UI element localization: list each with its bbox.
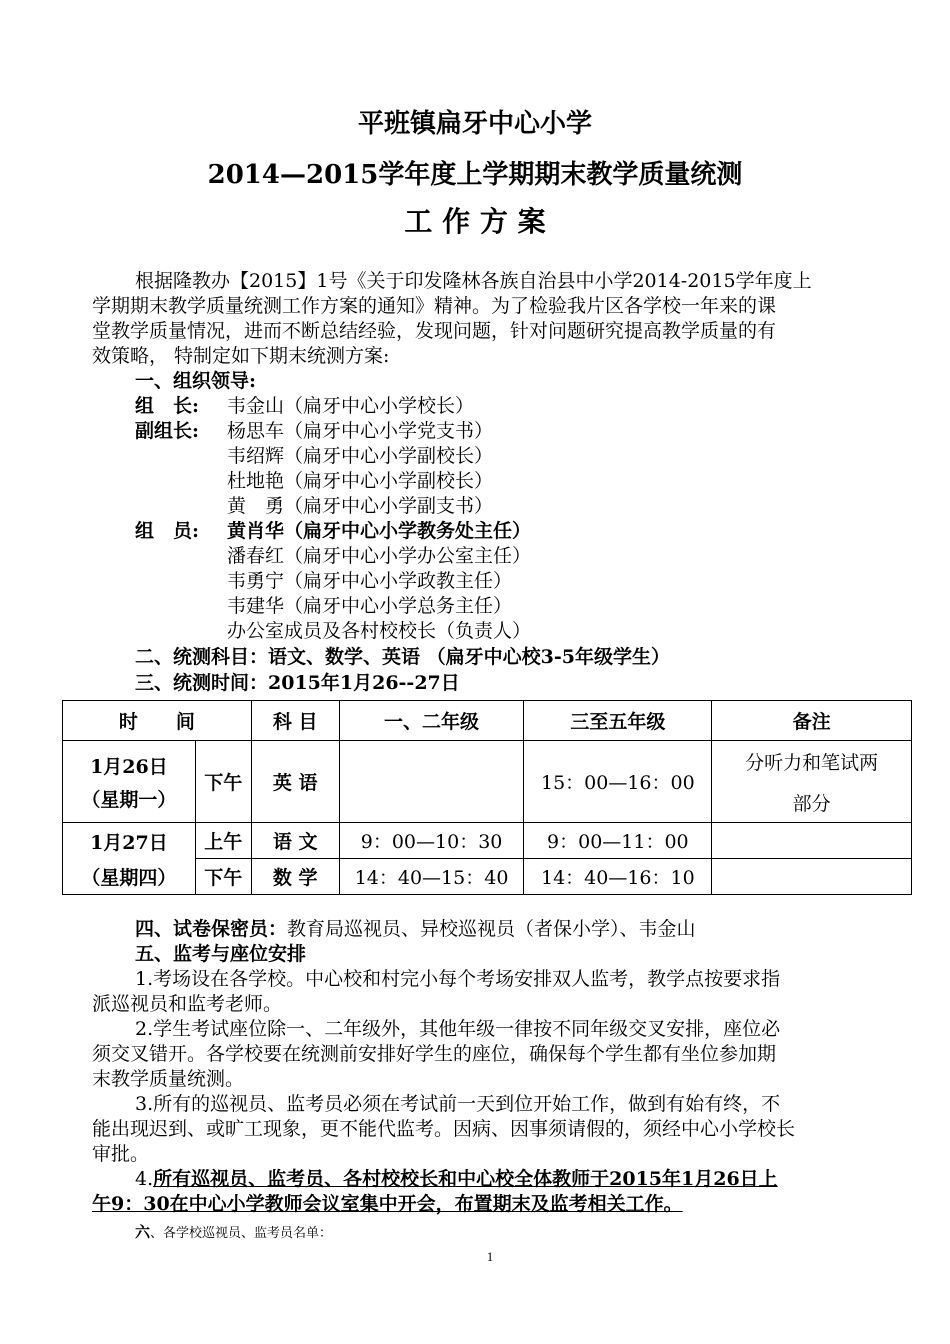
section5-line: 1.考场设在各学校。中心校和村完小每个考场安排双人监考，教学点按要求指 bbox=[135, 968, 781, 990]
title-plan: 工 作 方 案 bbox=[404, 205, 546, 238]
intro-line: 效策略， 特制定如下期末统测方案: bbox=[92, 345, 390, 367]
section6 bbox=[135, 1224, 332, 1240]
deputy-name: 韦绍辉（扁牙中心小学副校长） bbox=[227, 445, 494, 467]
grade35-cell: 9：00—11：00 bbox=[524, 823, 712, 859]
header-time: 时 间 bbox=[63, 701, 252, 741]
note-line: 部分 bbox=[792, 792, 831, 815]
section5-line: 审批。 bbox=[92, 1143, 150, 1165]
period-cell: 上午 bbox=[195, 823, 251, 859]
intro-line: 根据隆教办【2015】1号《关于印发隆林各族自治县中小学2014-2015学年度上 bbox=[135, 270, 812, 292]
section5-line: 3.所有的巡视员、监考员必须在考试前一天到位开始工作，做到有始有终，不 bbox=[135, 1093, 781, 1115]
section2-subjects: 二、统测科目：语文、数学、英语 （扁牙中心校3-5年级学生） bbox=[135, 646, 670, 668]
table-header-row bbox=[63, 701, 912, 741]
date: 1月27日 bbox=[90, 831, 168, 854]
subject-cell: 语 文 bbox=[251, 823, 339, 859]
page-number: 1 bbox=[486, 1249, 494, 1264]
member-label: 组 员: bbox=[135, 520, 200, 542]
member-name: 办公室成员及各村校校长（负责人） bbox=[227, 620, 532, 642]
section5-line: 派巡视员和监考老师。 bbox=[92, 993, 283, 1015]
note-line: 分听力和笔试两 bbox=[745, 751, 879, 774]
section3-time: 三、统测时间：2015年1月26--27日 bbox=[135, 672, 460, 694]
note-cell bbox=[712, 823, 912, 859]
section5-line: 须交叉错开。各学校要在统测前安排好学生的座位，确保每个学生都有坐位参加期 bbox=[92, 1043, 777, 1065]
date-cell bbox=[63, 741, 196, 823]
deputy-name: 杨思车（扁牙中心小学党支书） bbox=[227, 420, 494, 442]
section5-heading: 五、监考与座位安排 bbox=[135, 943, 307, 965]
item4-text: 所有巡视员、监考员、各村校校长和中心校全体教师于2015年1月26日上 bbox=[153, 1168, 778, 1190]
item4-text-cont: 午9：30在中心小学教师会议室集中开会，布置期末及监考相关工作。 bbox=[92, 1193, 683, 1215]
subject-cell: 数 学 bbox=[251, 859, 339, 895]
section4-text: 教育局巡视员、异校巡视员（者保小学）、韦金山 bbox=[287, 918, 696, 940]
header-subject: 科 目 bbox=[251, 701, 339, 741]
header-grade12: 一、二年级 bbox=[339, 701, 524, 741]
date: 1月26日 bbox=[90, 755, 168, 778]
deputy-name: 杜地艳（扁牙中心小学副校长） bbox=[227, 470, 494, 492]
member-name: 韦勇宁（扁牙中心小学政教主任） bbox=[227, 570, 513, 592]
intro-line: 学期期末教学质量统测工作方案的通知》精神。为了检验我片区各学校一年来的课 bbox=[92, 295, 777, 317]
section5-line: 2.学生考试座位除一、二年级外，其他年级一律按不同年级交叉安排，座位必 bbox=[135, 1018, 781, 1040]
table-row bbox=[63, 823, 912, 859]
subject-cell: 英 语 bbox=[251, 741, 339, 823]
section1-heading: 一、组织领导: bbox=[135, 370, 257, 392]
grade35-cell: 14：40—16：10 bbox=[524, 859, 712, 895]
period-cell: 下午 bbox=[195, 859, 251, 895]
section6-lead: 六 bbox=[135, 1223, 151, 1241]
schedule-table bbox=[62, 700, 912, 895]
member-name: 黄肖华（扁牙中心小学教务处主任） bbox=[227, 520, 532, 542]
item4-number: 4. bbox=[135, 1168, 154, 1190]
title-term: 2014—2015学年度上学期期末教学质量统测 bbox=[207, 160, 743, 190]
section4 bbox=[135, 920, 696, 939]
period-cell: 下午 bbox=[195, 741, 251, 823]
note-cell bbox=[712, 859, 912, 895]
weekday: （星期四） bbox=[81, 866, 177, 889]
note-cell bbox=[712, 741, 912, 823]
section5-line: 能出现迟到、或旷工现象，更不能代监考。因病、因事须请假的，须经中心小学校长 bbox=[92, 1118, 796, 1140]
deputy-label: 副组长: bbox=[135, 420, 200, 442]
member-name: 潘春红（扁牙中心小学办公室主任） bbox=[227, 545, 532, 567]
header-grade35: 三至五年级 bbox=[524, 701, 712, 741]
section5-line: 末教学质量统测。 bbox=[92, 1068, 245, 1090]
section6-text: 、各学校巡视员、监考员名单： bbox=[150, 1225, 333, 1240]
table-row bbox=[63, 741, 912, 823]
deputy-name: 黄 勇（扁牙中心小学副支书） bbox=[227, 495, 494, 517]
title-school: 平班镇扁牙中心小学 bbox=[357, 109, 592, 139]
section4-heading: 四、试卷保密员： bbox=[135, 918, 288, 940]
section5-item4 bbox=[135, 1170, 778, 1189]
intro-line: 堂教学质量情况，进而不断总结经验，发现问题，针对问题研究提高教学质量的有 bbox=[92, 320, 777, 342]
grade35-cell: 15：00—16：00 bbox=[524, 741, 712, 823]
grade12-cell bbox=[339, 741, 524, 823]
weekday: （星期一） bbox=[81, 788, 177, 811]
header-note: 备注 bbox=[712, 701, 912, 741]
leader-label: 组 长: bbox=[135, 395, 200, 417]
grade12-cell: 14：40—15：40 bbox=[339, 859, 524, 895]
leader-name: 韦金山（扁牙中心小学校长） bbox=[227, 395, 475, 417]
member-name: 韦建华（扁牙中心小学总务主任） bbox=[227, 595, 513, 617]
date-cell bbox=[63, 823, 196, 895]
grade12-cell: 9：00—10：30 bbox=[339, 823, 524, 859]
